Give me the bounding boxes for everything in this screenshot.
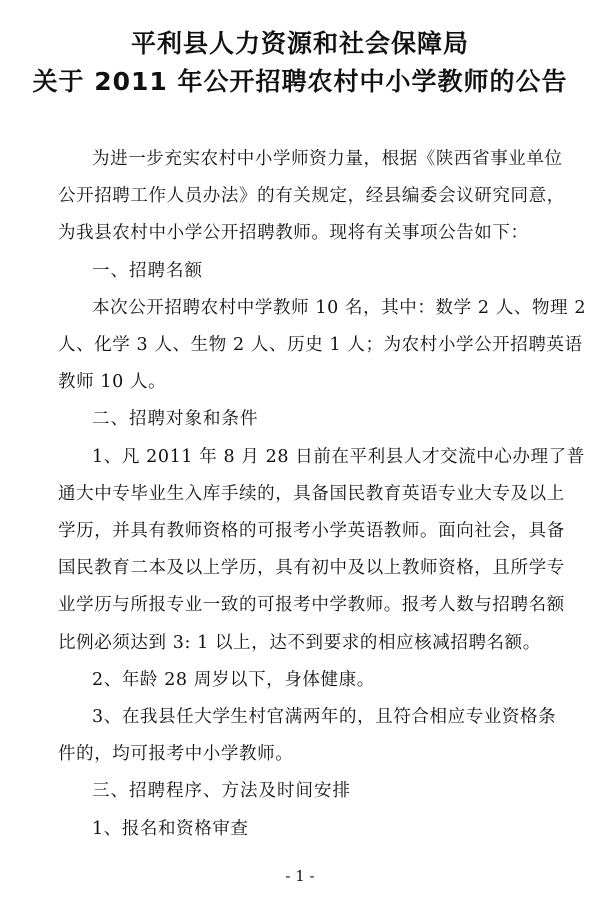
document-title-line-2: 关于 2011 年公开招聘农村中小学教师的公告 [32,67,568,96]
paragraph-eligibility-3-line-1: 3、在我县任大学生村官满两年的，且符合相应专业资格条 [92,707,557,727]
paragraph-eligibility-1-line-3: 学历，并具有教师资格的可报考小学英语教师。面向社会，具备 [58,521,565,541]
paragraph-eligibility-1-line-5: 业学历与所报专业一致的可报考中学教师。报考人数与招聘名额 [58,595,565,615]
page-number: - 1 - [285,867,315,885]
paragraph-eligibility-3-line-2: 件的，均可报考中小学教师。 [58,744,294,764]
paragraph-eligibility-1-line-1: 1、凡 2011 年 8 月 28 日前在平利县人才交流中心办理了普 [92,447,585,467]
paragraph-eligibility-1-line-2: 通大中专毕业生入库手续的，具备国民教育英语专业大专及以上 [58,484,565,504]
section-heading-quota: 一、招聘名额 [92,261,203,281]
paragraph-intro-line-2: 公开招聘工作人员办法》的有关规定，经县编委会议研究同意， [58,186,565,206]
paragraph-intro-line-1: 为进一步充实农村中小学师资力量，根据《陕西省事业单位 [92,149,563,169]
paragraph-eligibility-2: 2、年龄 28 周岁以下，身体健康。 [92,670,375,690]
paragraph-quota-line-3: 教师 10 人。 [58,372,167,392]
paragraph-quota-line-2: 人、化学 3 人、生物 2 人、历史 1 人；为农村小学公开招聘英语 [58,335,583,355]
section-heading-procedure: 三、招聘程序、方法及时间安排 [92,781,351,801]
paragraph-eligibility-1-line-4: 国民教育二本及以上学历，具有初中及以上教师资格，且所学专 [58,558,565,578]
paragraph-procedure-1: 1、报名和资格审查 [92,819,249,839]
paragraph-intro-line-3: 为我县农村中小学公开招聘教师。现将有关事项公告如下： [58,223,529,243]
paragraph-quota-line-1: 本次公开招聘农村中学教师 10 名，其中：数学 2 人、物理 2 [92,298,587,318]
section-heading-eligibility: 二、招聘对象和条件 [92,409,259,429]
document-title-line-1: 平利县人力资源和社会保障局 [130,29,469,58]
paragraph-eligibility-1-line-6: 比例必须达到 3: 1 以上，达不到要求的相应核减招聘名额。 [58,633,541,653]
